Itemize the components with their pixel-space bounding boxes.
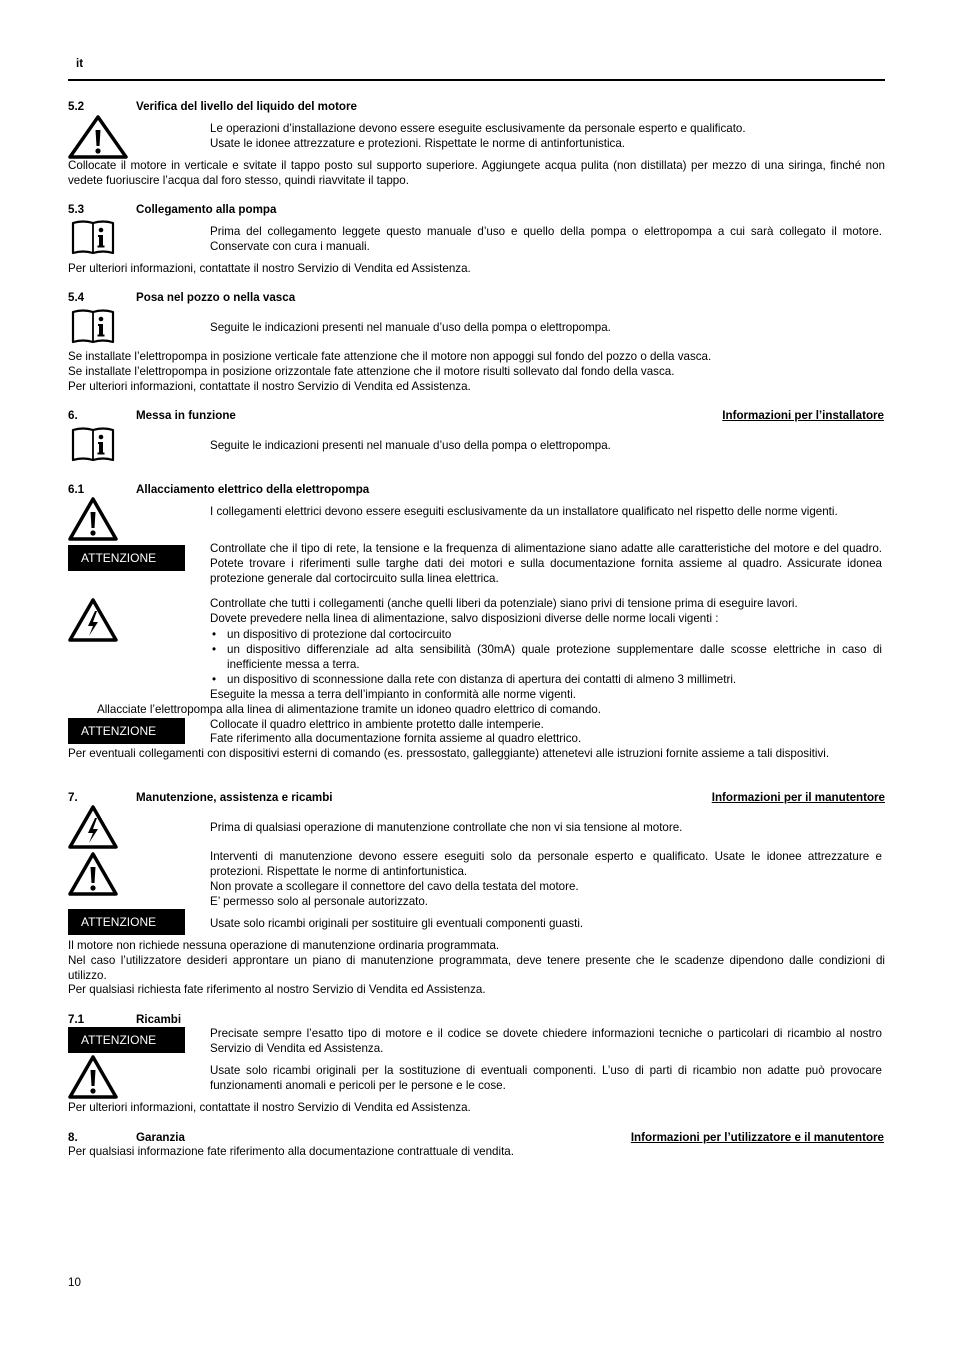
audience-label: Informazioni per l’utilizzatore e il manutentore: [630, 1131, 884, 1144]
paragraph: Per ulteriori informazioni, contattate il nostro Servizio di Vendita ed Assistenza.: [68, 1101, 471, 1114]
warning-triangle-icon: [68, 852, 118, 896]
read-manual-icon: [70, 219, 116, 257]
warning-triangle-icon: [68, 115, 128, 159]
section-title: Collegamento alla pompa: [136, 203, 277, 216]
section-title: Garanzia: [136, 1131, 185, 1144]
paragraph: Allacciate l’elettropompa alla linea di alimentazione tramite un idoneo quadro elettrico di comando.: [97, 703, 601, 716]
page-number: 10: [68, 1276, 81, 1289]
attention-label: ATTENZIONE: [68, 718, 185, 744]
safety-note: Usate le idonee attrezzature e protezioni. Rispettate le norme di antinfortunistica.: [210, 137, 626, 150]
electric-hazard-icon: [68, 598, 118, 642]
section-title: Posa nel pozzo o nella vasca: [136, 291, 296, 304]
paragraph: Prima di qualsiasi operazione di manutenzione controllate che non vi sia tensione al motore.: [210, 821, 683, 834]
section-title: Allacciamento elettrico della elettropompa: [136, 483, 370, 496]
paragraph: Il motore non richiede nessuna operazione di manutenzione ordinaria programmata.: [68, 939, 500, 952]
language-code: it: [76, 57, 84, 70]
paragraph: Per ulteriori informazioni, contattate il nostro Servizio di Vendita ed Assistenza.: [68, 262, 471, 275]
paragraph: Dovete prevedere nella linea di alimentazione, salvo disposizioni diverse delle norme locali vigenti :: [210, 612, 719, 625]
section-number: 5.2: [68, 100, 85, 113]
read-manual-icon: [70, 426, 116, 464]
paragraph: Collocate il quadro elettrico in ambiente protetto dalle intemperie.: [210, 718, 544, 731]
paragraph: Se installate l’elettropompa in posizione verticale fate attenzione che il motore non appoggi sul fondo del pozzo o della vasca.: [68, 350, 712, 363]
paragraph: Controllate che il tipo di rete, la tensione e la frequenza di alimentazione siano adatte alle caratteristiche del motore e del quadro. Potete trovare i riferimenti sulle targhe dati dei motori e sulla documentazione fornita assieme al quadro. Assicurate idonea protezione generale dal cortocircuito sulla linea elettrica.: [210, 542, 882, 585]
paragraph: Nel caso l’utilizzatore desideri approntare un piano di manutenzione programmata, deve tenere presente che le scadenze dipendono dalle condizioni di utilizzo.: [68, 954, 885, 982]
header-rule: [68, 79, 885, 81]
paragraph: Per eventuali collegamenti con dispositivi esterni di comando (es. pressostato, galleggiante) attenetevi alle istruzioni fornite assieme a tali dispositivi.: [68, 747, 830, 760]
attention-label: ATTENZIONE: [68, 909, 185, 935]
list-item: • un dispositivo di sconnessione dalla rete con distanza di apertura dei contatti di almeno 3 millimetri.: [210, 672, 882, 687]
section-number: 6.: [68, 409, 78, 422]
paragraph: Prima del collegamento leggete questo manuale d’uso e quello della pompa o elettropompa a cui sarà collegato il motore. Conservate con cura i manuali.: [210, 225, 882, 253]
paragraph: Interventi di manutenzione devono essere eseguiti solo da personale esperto e qualificato. Usate le idonee attrezzature e protezioni. Rispettate le norme di antinfortunistica.: [210, 850, 882, 878]
paragraph: Non provate a scollegare il connettore del cavo della testata del motore.: [210, 880, 579, 893]
paragraph: Fate riferimento alla documentazione fornita assieme al quadro elettrico.: [210, 732, 582, 745]
audience-label: Informazioni per l’installatore: [722, 409, 884, 422]
paragraph: Per qualsiasi richiesta fate riferimento al nostro Servizio di Vendita ed Assistenza.: [68, 983, 486, 996]
section-number: 5.4: [68, 291, 85, 304]
section-number: 7.1: [68, 1013, 85, 1026]
list-item: • un dispositivo differenziale ad alta sensibilità (30mA) quale protezione supplementare dalle scosse elettriche in caso di inefficiente messa a terra.: [210, 642, 882, 672]
paragraph: Collocate il motore in verticale e svitate il tappo posto sul supporto superiore. Aggiungete acqua pulita (non distillata) per mezzo di una siringa, finché non vedete fuoriuscire l’acqua dal foro stesso, quindi riavvitate il tappo.: [68, 159, 885, 187]
section-title: Messa in funzione: [136, 409, 236, 422]
requirements-list: [210, 627, 882, 687]
paragraph: Usate solo ricambi originali per sostituire gli eventuali componenti guasti.: [210, 917, 584, 930]
audience-label: Informazioni per il manutentore: [711, 791, 885, 804]
section-number: 7.: [68, 791, 78, 804]
section-number: 6.1: [68, 483, 85, 496]
paragraph: Per ulteriori informazioni, contattate il nostro Servizio di Vendita ed Assistenza.: [68, 380, 471, 393]
section-title: Manutenzione, assistenza e ricambi: [136, 791, 333, 804]
paragraph: Per qualsiasi informazione fate riferimento alla documentazione contrattuale di vendita.: [68, 1145, 514, 1158]
paragraph: Seguite le indicazioni presenti nel manuale d’uso della pompa o elettropompa.: [210, 439, 611, 452]
paragraph: Se installate l’elettropompa in posizione orizzontale fate attenzione che il motore risulti sollevato dal fondo della vasca.: [68, 365, 675, 378]
attention-label: ATTENZIONE: [68, 1027, 185, 1053]
paragraph: Eseguite la messa a terra dell’impianto in conformità alle norme vigenti.: [210, 688, 577, 701]
warning-triangle-icon: [68, 497, 118, 541]
paragraph: Precisate sempre l’esatto tipo di motore e il codice se dovete chiedere informazioni tecniche o particolari di ricambio al nostro Servizio di Vendita ed Assistenza.: [210, 1027, 882, 1055]
paragraph: Usate solo ricambi originali per la sostituzione di eventuali componenti. L’uso di parti di ricambio non adatte può provocare funzionamenti anomali e pericoli per le persone e le cose.: [210, 1064, 882, 1092]
paragraph: Controllate che tutti i collegamenti (anche quelli liberi da potenziale) siano privi di tensione prima di eseguire lavori.: [210, 597, 798, 610]
section-title: Verifica del livello del liquido del motore: [136, 100, 357, 113]
paragraph: E’ permesso solo al personale autorizzato.: [210, 895, 429, 908]
list-item: • un dispositivo di protezione dal cortocircuito: [210, 627, 882, 642]
safety-note: Le operazioni d’installazione devono essere eseguite esclusivamente da personale esperto e qualificato.: [210, 122, 746, 135]
attention-label: ATTENZIONE: [68, 545, 185, 571]
read-manual-icon: [70, 308, 116, 346]
section-title: Ricambi: [136, 1013, 182, 1026]
paragraph: I collegamenti elettrici devono essere eseguiti esclusivamente da un installatore qualificato nel rispetto delle norme vigenti.: [210, 505, 838, 518]
section-number: 8.: [68, 1131, 78, 1144]
paragraph: Seguite le indicazioni presenti nel manuale d’uso della pompa o elettropompa.: [210, 321, 611, 334]
section-number: 5.3: [68, 203, 85, 216]
electric-hazard-icon: [68, 805, 118, 849]
warning-triangle-icon: [68, 1055, 118, 1099]
